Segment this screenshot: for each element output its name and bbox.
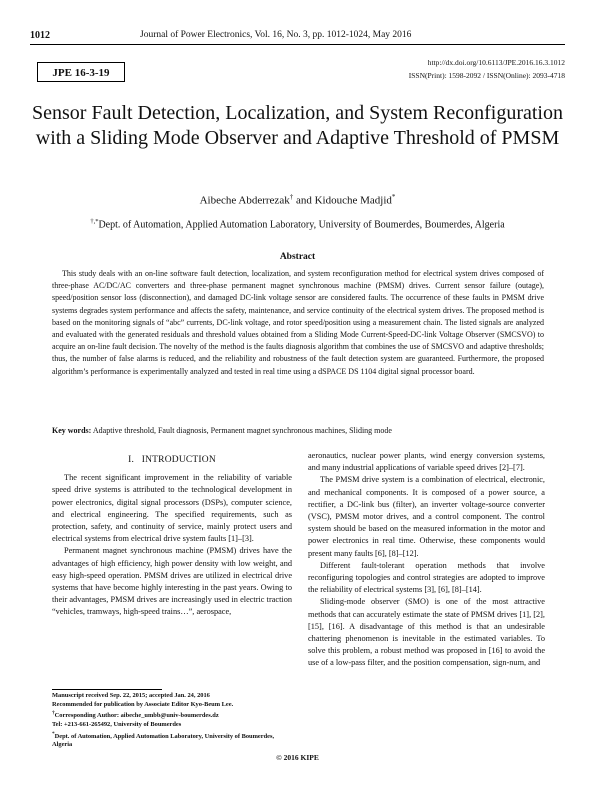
author-line [30, 193, 565, 207]
footnote-recommended: Recommended for publication by Associate Editor Kyo-Beum Lee. [52, 700, 234, 708]
paper-title: Sensor Fault Detection, Localization, and System Reconfiguration with a Sliding Mode Observer and Adaptive Threshold of PMSM [32, 102, 563, 149]
footnote-tel: Tel: +213-661-265492, University of Boumerdes [52, 720, 182, 728]
page-number: 1012 [30, 30, 50, 41]
abstract-body: This study deals with an on-line software fault detection, localization, and system reconfiguration method for electrical system drives composed of three-phase AC/DC/AC converters and three-phase permanent magnet synchronous machine (PMSM) drives. Current sensor failure (outage), speed/position sensor loss (disconnection), and damaged DC-link voltage sensor are considered faults. The occurrence of these faults in PMSM drive systems degrades system performance and affects the safety, maintenance, and service continuity of the electrical system drives. The proposed method is based on the monitoring signals of “abc” currents, DC-link voltage, and rotor speed/position using a measurement chain. The listed signals are analyzed and evaluated with the generated residuals and threshold values obtained from a Sliding Mode Current-Speed-DC-link Voltage Observer (SMCSVO) to acquire an on-line fault decision. The novelty of the method is the faults diagnosis algorithm that combines the use of SMCSVO and adaptive thresholds; thus, the number of false alarms is reduced, and the reliability and robustness of the fault detection system are guaranteed. Furthermore, the proposed algorithm’s performance is experimentally analyzed and tested in real time using a dSPACE DS 1104 digital signal processor board. [52, 269, 544, 376]
keywords-label: Key words: [52, 426, 92, 435]
copyright-notice: © 2016 KIPE [276, 753, 319, 762]
author-2: Kidouche Madjid [314, 194, 392, 207]
keywords [52, 426, 544, 435]
paragraph: aeronautics, nuclear power plants, wind energy conversion systems, and many industrial applications of variable speed drives [2]–[7]. [308, 451, 545, 473]
footnote-corresponding: †Corresponding Author: aibeche_umbb@univ-boumerdes.dz [52, 710, 219, 720]
paragraph: Permanent magnet synchronous machine (PMSM) drives have the advantages of high efficiency, high power density with low weight, and easy high-speed operation. PMSM drives are utilized in electrical drive systems that have become highly interesting in the past years. Owing to their advantages, PMSM drives are increasingly used in electric traction “vehicles, tramways, high-speed trains…”, aerospace, [52, 546, 292, 617]
author-1-mark: † [289, 193, 294, 201]
keywords-text: Adaptive threshold, Fault diagnosis, Permanent magnet synchronous machines, Sliding mode [91, 426, 392, 435]
footnote-divider [52, 689, 162, 690]
right-column [308, 450, 545, 670]
author-2-mark: * [391, 193, 396, 201]
header-divider [30, 44, 565, 45]
abstract-heading: Abstract [279, 252, 316, 262]
journal-running-header: Journal of Power Electronics, Vol. 16, No. 3, pp. 1012-1024, May 2016 [140, 30, 412, 40]
author-1: Aibeche Abderrezak [199, 194, 290, 207]
footnote-affiliation: *Dept. of Automation, Applied Automation Laboratory, University of Boumerdes, Algeria [52, 730, 275, 749]
affiliation-mark: †,* [90, 218, 99, 225]
paragraph: The PMSM drive system is a combination of electrical, electronic, and mechanical components. It is composed of a power source, a rectifier, a DC-link bus (filter), an inverter voltage-source converter (VSC), PMSM motor drives, and a control component. The control system should be based on the measured information in the motor and power electronics in real time. Otherwise, these components would present many faults [6], [8]–[12]. [308, 475, 545, 558]
paper-id-box: JPE 16-3-19 [37, 62, 125, 82]
paragraph: Sliding-mode observer (SMO) is one of the most attractive methods that can accurately estimate the state of PMSM drives [1], [2], [15], [16]. A disadvantage of this method is that an undesirable chattering phenomenon is inevitable in the estimated variables. To solve this problem, a robust method was proposed in [16] to avoid the use of a low-pass filter, and the position compensation, sign-num, and [308, 597, 545, 668]
author-connector: and [293, 194, 315, 207]
left-column [52, 450, 292, 619]
footnote-received: Manuscript received Sep. 22, 2015; accepted Jan. 24, 2016 [52, 692, 210, 699]
footnotes [52, 692, 292, 750]
paragraph: Different fault-tolerant operation methods that involve reconfiguring topologies and control strategies are adopted to improve the reliability of electrical systems [3], [6], [8]–[14]. [308, 560, 545, 595]
section-heading-introduction: I. INTRODUCTION [128, 455, 216, 465]
paragraph: The recent significant improvement in the reliability of variable speed drive systems is attributed to the technological development in power electronics, digital signal processors (DSPs), computer science, and electrical engineering. The specified requirements, such as protection, safety, and continuity of service, mainly protect users and electrical systems from electrical drive system faults [1]–[3]. [52, 473, 292, 544]
affiliation-text: Dept. of Automation, Applied Automation Laboratory, University of Boumerdes, Boumerdes, Algeria [98, 219, 505, 231]
affiliation [30, 218, 565, 230]
doi-link[interactable]: http://dx.doi.org/10.6113/JPE.2016.16.3.1012 [427, 58, 565, 67]
issn-line: ISSN(Print): 1598-2092 / ISSN(Online): 2093-4718 [408, 71, 565, 80]
